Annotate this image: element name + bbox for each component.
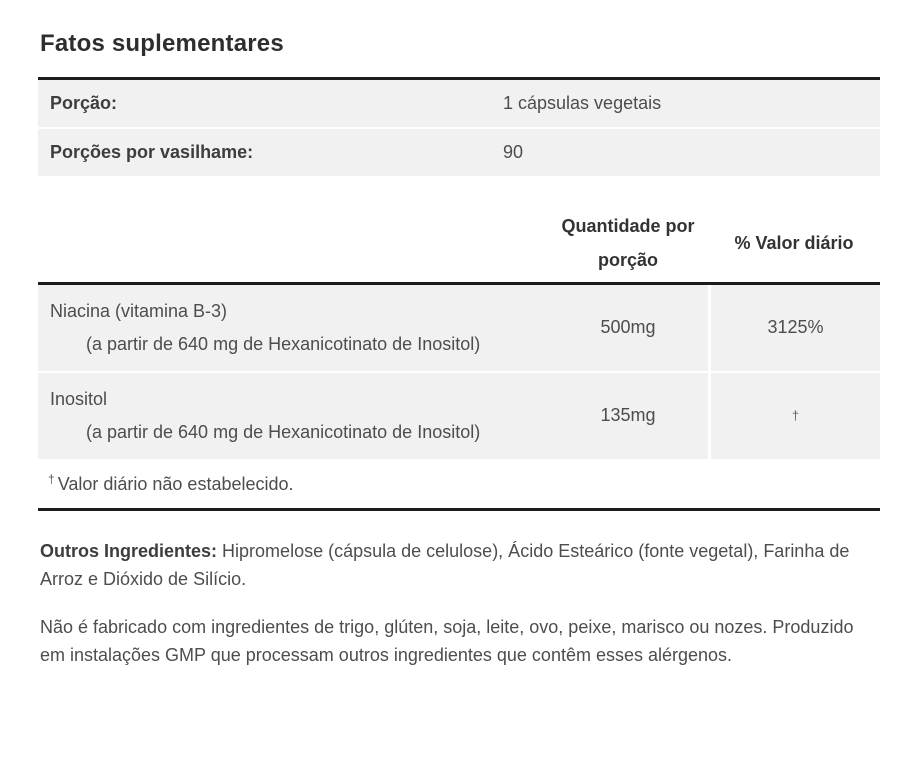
- fact-row-niacina: [38, 285, 880, 371]
- nutrient-name-cell: [38, 285, 548, 371]
- nutrient-name: Niacina (vitamina B-3): [50, 300, 228, 321]
- nutrient-daily-value-dagger: †: [708, 373, 880, 459]
- fact-row-inositol: [38, 373, 880, 459]
- dagger-symbol: †: [48, 471, 55, 486]
- servings-per-container-row: [38, 129, 880, 176]
- other-ingredients-text: Hipromelose (cápsula de celulose), Ácido Esteárico (fonte vegetal), Farinha de Arroz e Dióxido de Silício.: [40, 540, 850, 589]
- nutrient-daily-value: 3125%: [708, 285, 880, 371]
- nutrient-name-cell: [38, 373, 548, 459]
- daily-value-header: % Valor diário: [734, 232, 854, 253]
- facts-table: [38, 282, 880, 511]
- serving-size-label: Porção:: [50, 92, 118, 113]
- nutrient-detail: (a partir de 640 mg de Hexanicotinato de Inositol): [86, 421, 481, 442]
- serving-size-row: [38, 80, 880, 127]
- allergen-statement: Não é fabricado com ingredientes de trigo, glúten, soja, leite, ovo, peixe, marisco ou nozes. Produzido em instalações GMP que processam outros ingredientes que contêm esses alérgenos.: [40, 616, 854, 665]
- facts-table-header: [38, 204, 880, 282]
- other-ingredients-paragraph: [0, 537, 918, 593]
- footnote-text: Valor diário não estabelecido.: [57, 473, 294, 494]
- serving-size-value: 1 cápsulas vegetais: [503, 92, 662, 113]
- servings-per-container-value: 90: [503, 141, 524, 162]
- nutrient-detail: (a partir de 640 mg de Hexanicotinato de Inositol): [86, 333, 481, 354]
- nutrient-amount: 135mg: [600, 405, 656, 426]
- nutrient-name: Inositol: [50, 388, 108, 409]
- other-ingredients-label: Outros Ingredientes:: [40, 540, 218, 561]
- daily-value-footnote: [38, 459, 880, 508]
- servings-per-container-label: Porções por vasilhame:: [50, 141, 254, 162]
- serving-info-table: [38, 77, 880, 176]
- amount-per-serving-header: Quantidade por porção: [561, 215, 695, 270]
- page-title: Fatos suplementares: [40, 30, 284, 57]
- nutrient-amount: 500mg: [600, 317, 656, 338]
